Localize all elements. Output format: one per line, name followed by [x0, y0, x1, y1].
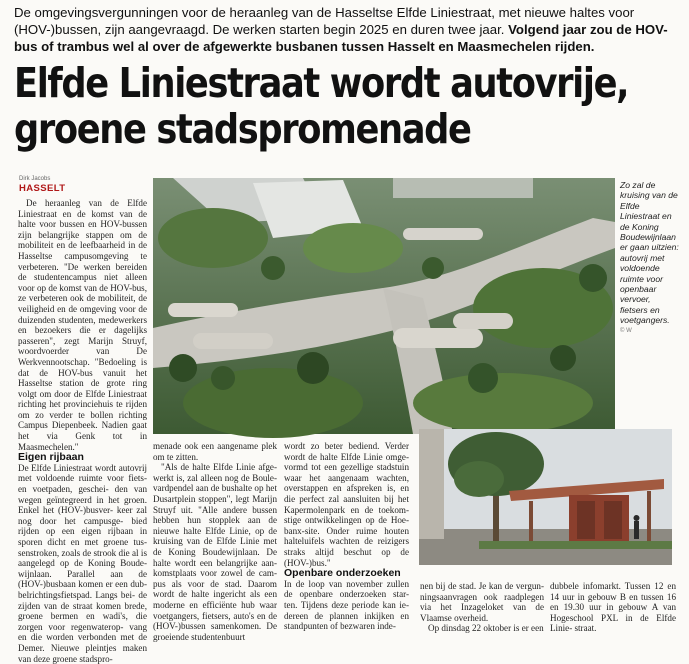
byline-author: Dirk Jacobs	[19, 176, 51, 182]
article-paragraph: menade ook een aangename plek om te zitten.	[153, 441, 277, 462]
article-column-3	[284, 441, 409, 637]
article-paragraph: "Als de halte Elfde Linie afge- werkt is, zal alleen nog de Boule- vardpendel aan de bushalte op het Dusartplein stoppen", legt Marijn Struyf uit. "Alle andere bussen hebben hun stopplek aan de nieuwe halte Elfde Linie, op de kruising van de Elfde Linie met de Koning Boudewijnlaan. De halte wordt een belangrijke aan- komstplaats voor zowel de cam- pus als voor de stad. Daarom wordt de halte ingericht als een moderne en efficiënte hub waar voetgangers, fietsers, auto's en de (HOV-)bussen samenkomen. De groeiende studentenbuurt	[153, 462, 277, 642]
headline	[14, 59, 629, 153]
article-paragraph: nen bij de stad. Je kan de vergun- ningsaanvragen ook raadplegen via het Inzageloket van de Vlaamse overheid.	[420, 581, 544, 623]
article-paragraph: wordt zo beter bediend. Verder wordt de halte Elfde Linie omge- vormd tot een gezellige stadstuin waar het aangenaam wachten, overstappen en afspreken is, en die perfect zal aansluiten bij het Kapermolenpark en de toekom- stige ontwikkelingen op de Hoe- banx-site. Onder ruime houten halteluifels wachten de reizigers straks altijd beschut op de (HOV-)bus."	[284, 441, 409, 568]
article-paragraph: dubbele infomarkt. Tussen 12 en 14 uur in gebouw B en tussen 16 en 19.30 uur in gebouw A van Hogeschool PXL in de Elfde Linie- straat.	[550, 581, 676, 634]
headline-line-1: Elfde Liniestraat wordt autovrije,	[14, 59, 629, 107]
lead-bold-text: Volgend jaar zou de HOV-bus of trambus wel al over de afgewerkte busbanen tussen Hasselt en Maasmechelen rijden.	[14, 22, 668, 54]
article-paragraph: In de loop van november zullen de openbare onderzoeken star- ten. Tijdens deze periode kan ie- dereen de plannen inkijken en standpunten of bezwaren inde-	[284, 578, 409, 632]
bus-shelter-image	[419, 429, 672, 565]
headline-line-2: groene stadspromenade	[14, 105, 471, 153]
bus-shelter-rendering-photo	[419, 429, 672, 565]
photo-credit: © W	[620, 327, 632, 334]
aerial-rendering-photo	[153, 178, 615, 434]
aerial-rendering-image	[153, 178, 615, 434]
article-paragraph: Op dinsdag 22 oktober is er een	[428, 623, 544, 634]
lead-text: De omgevingsvergunningen voor de heraanleg van de Hasseltse Elfde Liniestraat, met nieuwe haltes voor (HOV-)bussen, zijn aangevraagd. De werken starten begin 2025 en duren twee jaar.	[14, 5, 635, 37]
lead-paragraph	[14, 4, 678, 55]
subheading-eigen-rijbaan: Eigen rijbaan	[18, 451, 84, 464]
article-paragraph: De heraanleg van de Elfde Liniestraat en de komst van de halte voor bussen en HOV-bussen zijn belangrijke stappen om de mobiliteit en de leefbaarheid in de Hasseltse campusomgeving te verbeteren. "De werken bereiden de studentencampus niet alleen voor op de komst van de HOV-bus, ze verbeteren ook de mobiliteit, de veiligheid en de omgeving voor de duizenden studenten, medewerkers en bezoekers die er dagelijks passeren", zegt Marijn Struyf, woordvoerder van De Werkvennootschap. "Bedoeling is dat de HOV-bus vanuit het Hasseltse station de grote ring volgt om door de Elfde Liniestraat richting het provinciehuis te rijden om zo verder te bollen richting Campus Diepenbeek. Nadien gaat het via Genk tot in Maasmechelen."	[18, 198, 147, 452]
article-column-2	[153, 441, 277, 642]
byline-city: HASSELT	[19, 183, 66, 194]
article-paragraph: De Elfde Liniestraat wordt autovrij met voldoende ruimte voor fiets- en voetpaden, geschei- den van wegen geïntegreerd in het groen. Enkel het (HOV-)busver- keer zal nog door het campusge- bied rijden op een eigen rijbaan in sporen dicht en met groene tus- senstroken, zoals de strook die al is aangelegd op de Koning Boude- wijnlaan. Parallel aan de (HOV-)busbaan komen er een dub- belrichtingsfietspad. Langs bei- de zijden van de straat komen brede, groene bermen en wadi's, die zorgen voor regenwaterop- vang en die worden verbonden met de Demer. Nieuwe pleintjes maken van deze groene stadspro-	[18, 462, 147, 664]
byline	[19, 176, 65, 194]
article-column-5	[550, 581, 676, 637]
subheading-openbare-onderzoeken: Openbare onderzoeken	[284, 567, 401, 580]
photo-caption	[620, 180, 680, 336]
article-column-4	[420, 581, 544, 637]
article-column-1	[18, 198, 147, 664]
caption-text: Zo zal de kruising van de Elfde Liniestraat en de Koning Boudewijnlaan er gaan uitzien: autovrij met voldoende ruimte voor openbaar vervoer, fietsers en voetgangers.	[620, 180, 679, 326]
